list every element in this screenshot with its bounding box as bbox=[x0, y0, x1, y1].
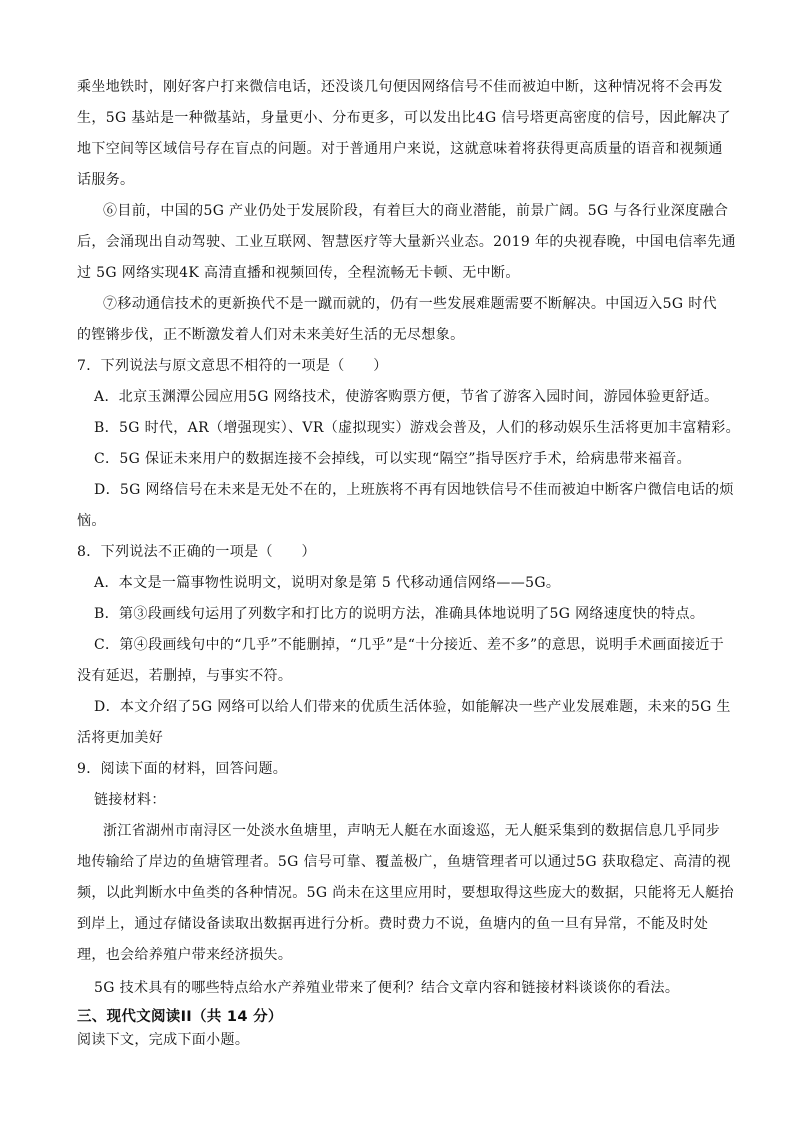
paragraph-line: 的铿锵步伐，正不断激发着人们对未来美好生活的无尽想象。 bbox=[77, 327, 465, 343]
option-c-cont: 没有延迟，若删掉，与事实不符。 bbox=[77, 668, 293, 684]
link-material-label: 链接材料： bbox=[94, 792, 166, 808]
section-instruction: 阅读下文，完成下面小题。 bbox=[77, 1032, 250, 1048]
option-d: D．5G 网络信号在未来是无处不在的，上班族将不再有因地铁信号不佳而被迫中断客户微信电话的烦 bbox=[94, 482, 734, 498]
paragraph-line: 地下空间等区域信号存在盲点的问题。对于普通用户来说，这就意味着将获得更高质量的语音和视频通 bbox=[77, 141, 723, 157]
material-line: 浙江省湖州市南浔区一处淡水鱼塘里，声呐无人艇在水面逡巡，无人艇采集到的数据信息几乎同步 bbox=[103, 823, 721, 839]
question-8: 8．下列说法不正确的一项是（ ） bbox=[77, 544, 316, 560]
question-9-prompt: 5G 技术具有的哪些特点给水产养殖业带来了便利？结合文章内容和链接材料谈谈你的看法。 bbox=[94, 980, 680, 996]
paragraph-line: 后，会涌现出自动驾驶、工业互联网、智慧医疗等大量新兴业态。2019 年的央视春晚，中国电信率先通 bbox=[77, 234, 736, 250]
option-d: D．本文介绍了5G 网络可以给人们带来的优质生活体验，如能解决一些产业发展难题，未来的5G 生 bbox=[94, 699, 731, 715]
paragraph-7-line: ⑦移动通信技术的更新换代不是一蹴而就的，仍有一些发展难题需要不断解决。中国迈入5G 时代 bbox=[103, 296, 717, 312]
paragraph-line: 乘坐地铁时，刚好客户打来微信电话，还没谈几句便因网络信号不佳而被迫中断，这种情况将不会再发 bbox=[77, 79, 723, 95]
paragraph-line: 话服务。 bbox=[77, 172, 135, 188]
option-c: C．第④段画线句中的“几乎”不能删掉，“几乎”是“十分接近、差不多”的意思，说明手术画面接近于 bbox=[94, 637, 725, 653]
paragraph-6-line: ⑥目前，中国的5G 产业仍处于发展阶段，有着巨大的商业潜能，前景广阔。5G 与各行业深度融合 bbox=[103, 203, 729, 219]
material-line: 到岸上，通过存储设备读取出数据再进行分析。费时费力不说，鱼塘内的鱼一旦有异常，不能及时处 bbox=[77, 916, 709, 932]
material-line: 地传输给了岸边的鱼塘管理者。5G 信号可靠、覆盖极广，鱼塘管理者可以通过5G 获取稳定、高清的视 bbox=[77, 854, 731, 870]
paragraph-line: 生，5G 基站是一种微基站，身量更小、分布更多，可以发出比4G 信号塔更高密度的信号，因此解决了 bbox=[77, 110, 731, 126]
option-d-cont: 活将更加美好 bbox=[77, 730, 164, 746]
option-b: B．5G 时代，AR（增强现实）、VR（虚拟现实）游戏会普及，人们的移动娱乐生活将更加丰富精彩。 bbox=[94, 420, 740, 436]
paragraph-line: 过 5G 网络实现4K 高清直播和视频回传，全程流畅无卡顿、无中断。 bbox=[77, 265, 520, 281]
option-a: A．本文是一篇事物性说明文，说明对象是第 5 代移动通信网络——5G。 bbox=[94, 575, 561, 591]
question-7: 7．下列说法与原文意思不相符的一项是（ ） bbox=[77, 358, 388, 374]
option-a: A．北京玉渊潭公园应用5G 网络技术，使游客购票方便，节省了游客入园时间，游园体验更舒适。 bbox=[94, 389, 719, 405]
option-b: B．第③段画线句运用了列数字和打比方的说明方法，准确具体地说明了5G 网络速度快的特点。 bbox=[94, 606, 705, 622]
option-c: C．5G 保证未来用户的数据连接不会掉线，可以实现“隔空”指导医疗手术，给病患带来福音。 bbox=[94, 451, 691, 467]
material-line: 理，也会给养殖户带来经济损失。 bbox=[77, 947, 293, 963]
material-line: 频，以此判断水中鱼类的各种情况。5G 尚未在这里应用时，要想取得这些庞大的数据，只能将无人艇抬 bbox=[77, 885, 734, 901]
option-d-cont: 恼。 bbox=[77, 513, 106, 529]
question-9: 9．阅读下面的材料，回答问题。 bbox=[77, 761, 288, 777]
section-heading: 三、现代文阅读II（共 14 分） bbox=[77, 1009, 283, 1025]
